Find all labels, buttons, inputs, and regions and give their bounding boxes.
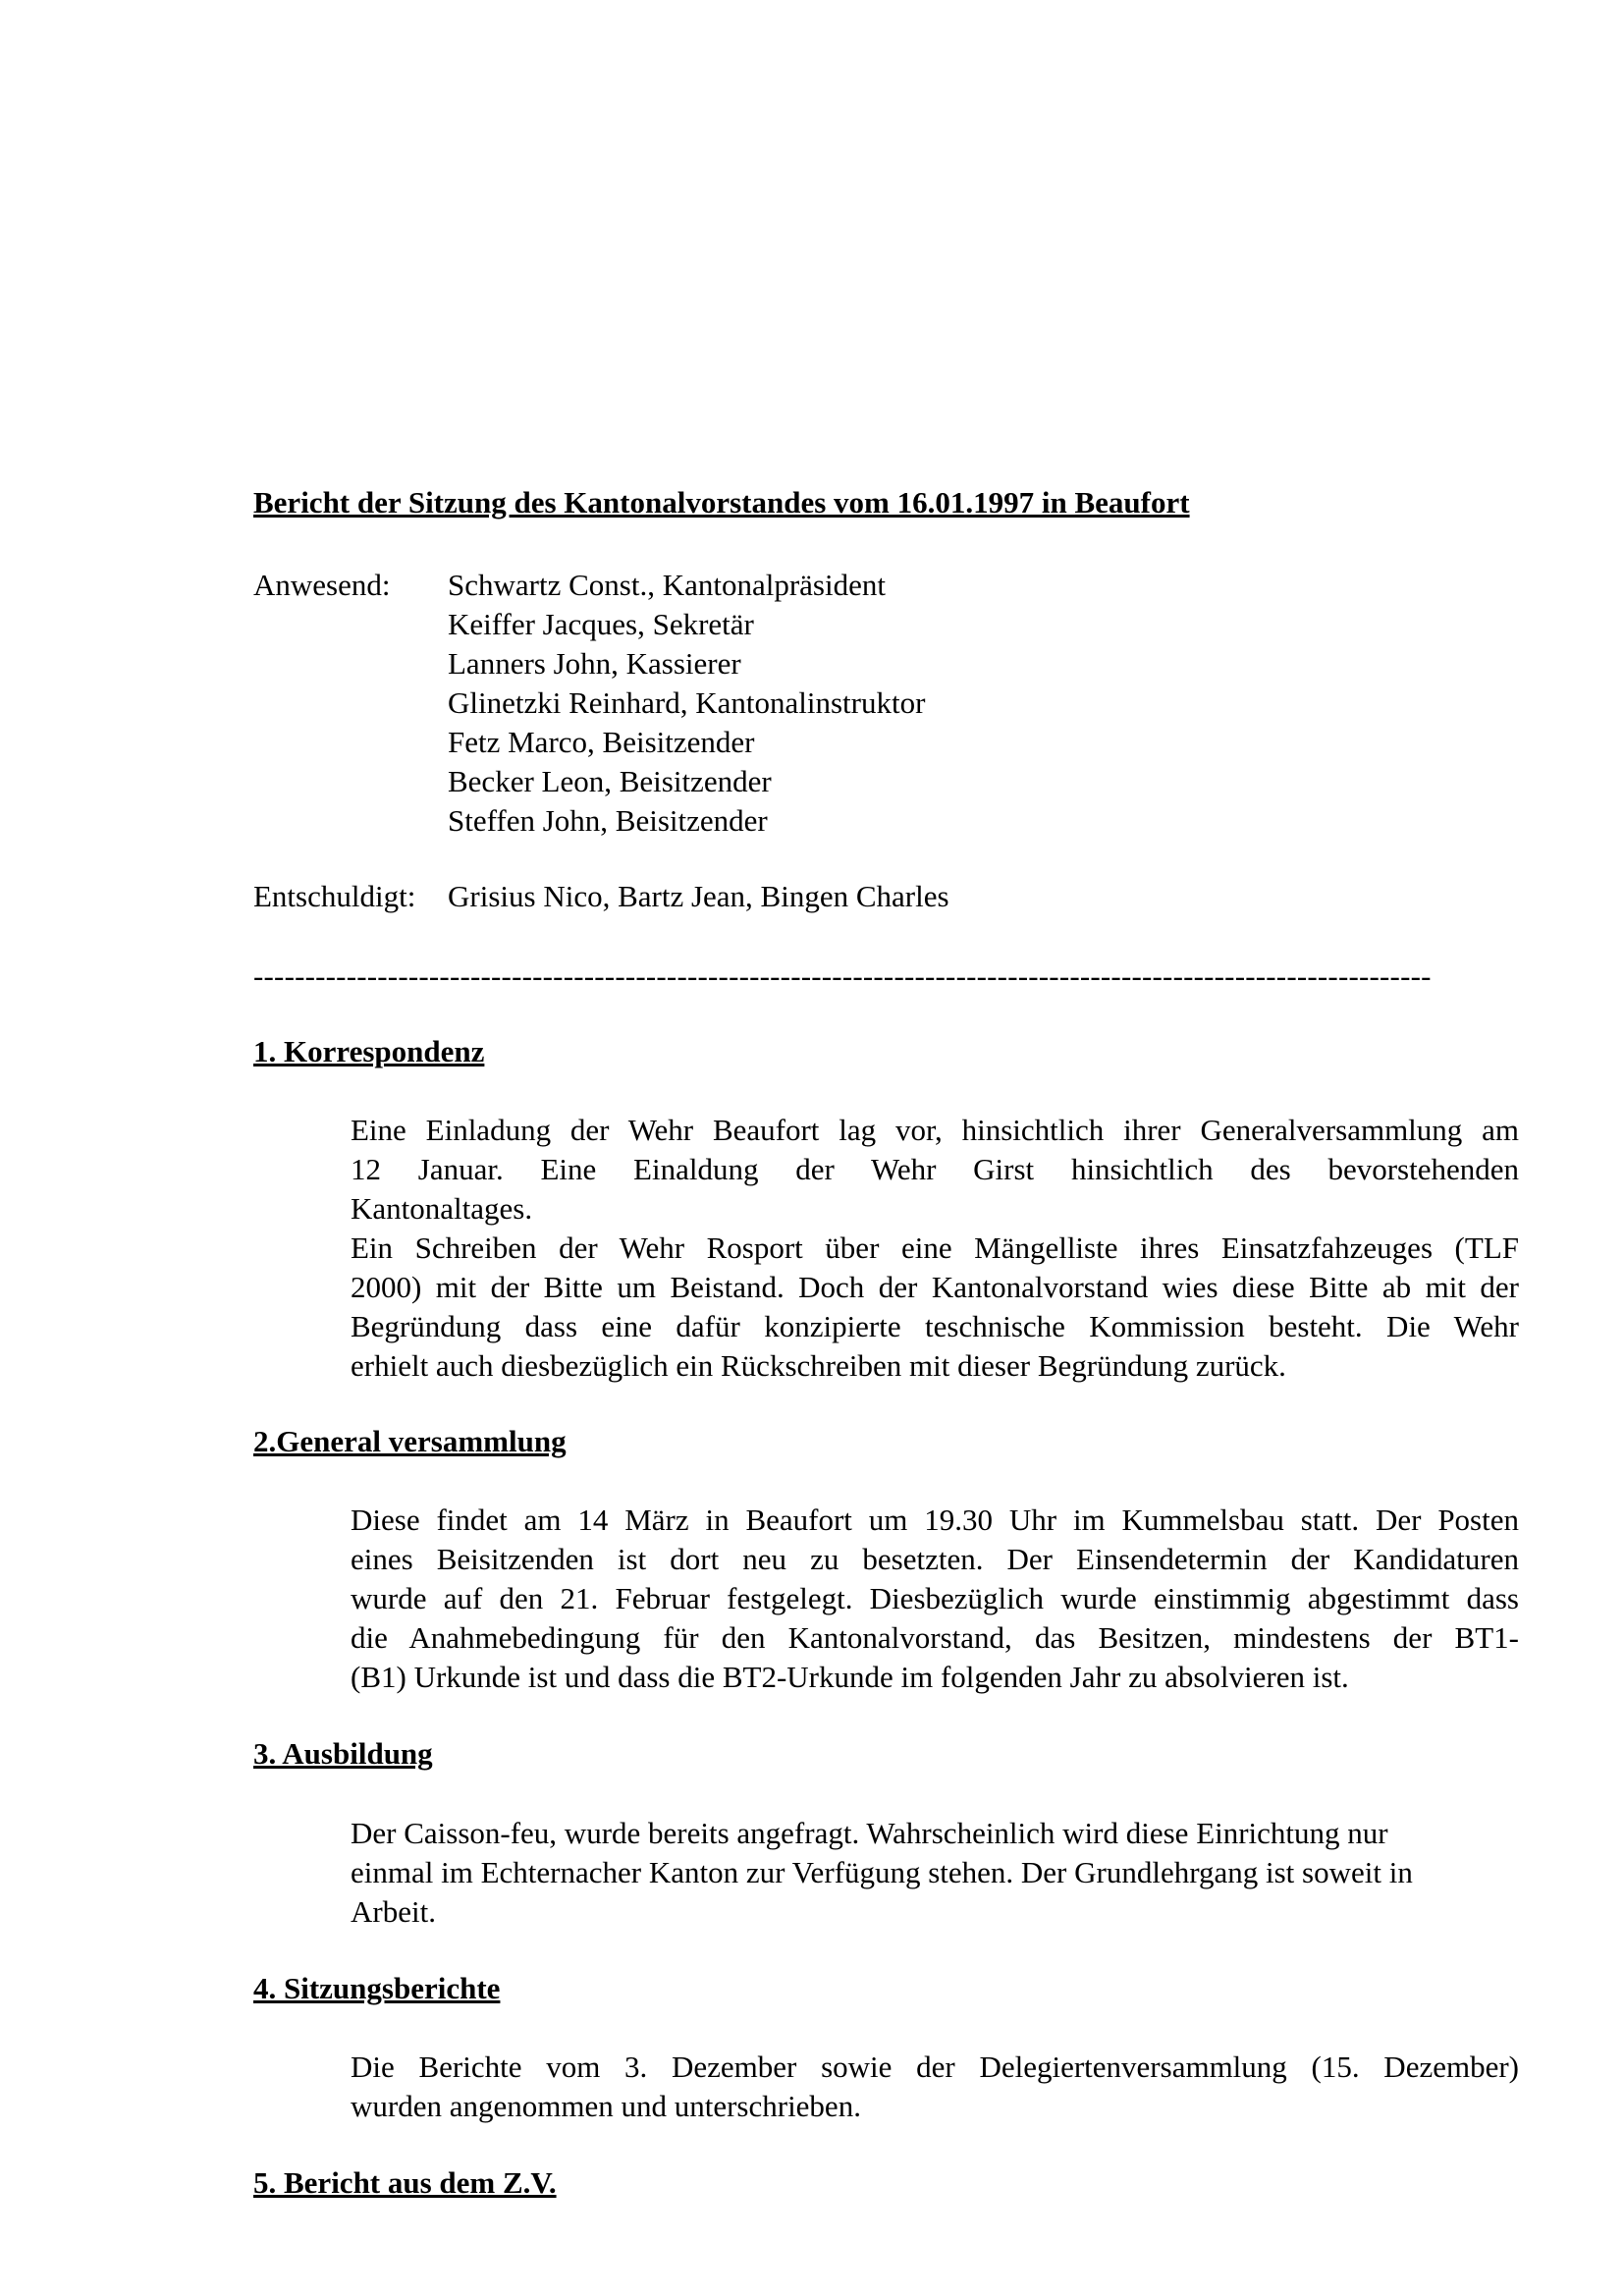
text-line: (B1) Urkunde ist und dass die BT2-Urkunde im folgenden Jahr zu absolvieren ist. xyxy=(351,1660,1349,1694)
report-title: Bericht der Sitzung des Kantonalvorstandes vom 16.01.1997 in Beaufort xyxy=(253,485,1190,519)
excused-label: Entschuldigt: xyxy=(253,879,416,913)
present-member: Glinetzki Reinhard, Kantonalinstruktor xyxy=(448,685,926,720)
section-heading-sitzungsberichte: 4. Sitzungsberichte xyxy=(253,1971,501,2005)
present-list xyxy=(448,566,925,841)
attendance-block xyxy=(253,566,925,841)
section-text-korrespondenz xyxy=(351,1111,1519,1386)
text-line: Die Berichte vom 3. Dezember sowie der Delegiertenversammlung (15. Dezember) xyxy=(351,2050,1519,2084)
section-heading-ausbildung: 3. Ausbildung xyxy=(253,1736,433,1771)
present-member: Keiffer Jacques, Sekretär xyxy=(448,607,754,641)
text-line: Eine Einladung der Wehr Beaufort lag vor, hinsichtlich ihrer Generalversammlung am xyxy=(351,1113,1519,1147)
text-line: Arbeit. xyxy=(351,1894,436,1929)
text-line: wurden angenommen und unterschrieben. xyxy=(351,2089,861,2123)
section-text-sitzungsberichte xyxy=(351,2048,1519,2126)
text-line: einmal im Echternacher Kanton zur Verfügung stehen. Der Grundlehrgang ist soweit in xyxy=(351,1855,1413,1889)
text-line: wurde auf den 21. Februar festgelegt. Diesbezüglich wurde einstimmig abgestimmt dass xyxy=(351,1581,1519,1615)
present-member: Fetz Marco, Beisitzender xyxy=(448,725,755,759)
section-text-ausbildung xyxy=(351,1814,1519,1932)
excused-block xyxy=(253,877,949,916)
present-label: Anwesend: xyxy=(253,568,391,602)
section-heading-korrespondenz: 1. Korrespondenz xyxy=(253,1034,485,1068)
present-member: Becker Leon, Beisitzender xyxy=(448,764,772,798)
text-line: Diese findet am 14 März in Beaufort um 19.30 Uhr im Kummelsbau statt. Der Posten xyxy=(351,1503,1519,1537)
text-line: Kantonaltages. xyxy=(351,1191,533,1226)
present-member: Schwartz Const., Kantonalpräsident xyxy=(448,568,886,602)
present-member: Steffen John, Beisitzender xyxy=(448,803,768,838)
text-line: 2000) mit der Bitte um Beistand. Doch der Kantonalvorstand wies diese Bitte ab mit der xyxy=(351,1270,1519,1304)
section-heading-generalversammlung: 2.General versammlung xyxy=(253,1424,567,1458)
text-line: erhielt auch diesbezüglich ein Rückschreiben mit dieser Begründung zurück. xyxy=(351,1348,1286,1383)
text-line: Ein Schreiben der Wehr Rosport über eine Mängelliste ihres Einsatzfahzeuges (TLF xyxy=(351,1230,1519,1265)
text-line: die Anahmebedingung für den Kantonalvorstand, das Besitzen, mindestens der BT1- xyxy=(351,1620,1519,1655)
excused-list: Grisius Nico, Bartz Jean, Bingen Charles xyxy=(448,879,949,913)
text-line: 12 Januar. Eine Einaldung der Wehr Girst hinsichtlich des bevorstehenden xyxy=(351,1152,1519,1186)
text-line: eines Beisitzenden ist dort neu zu besetzten. Der Einsendetermin der Kandidaturen xyxy=(351,1542,1519,1576)
text-line: Der Caisson-feu, wurde bereits angefragt. Wahrscheinlich wird diese Einrichtung nur xyxy=(351,1816,1388,1850)
present-member: Lanners John, Kassierer xyxy=(448,646,741,681)
section-heading-bericht-zv: 5. Bericht aus dem Z.V. xyxy=(253,2165,557,2200)
text-line: Begründung dass eine dafür konzipierte teschnische Kommission besteht. Die Wehr xyxy=(351,1309,1519,1343)
section-text-generalversammlung xyxy=(351,1501,1519,1697)
separator-line: ------------------------------------------------------------------------------------------------------------------ xyxy=(253,958,1432,993)
